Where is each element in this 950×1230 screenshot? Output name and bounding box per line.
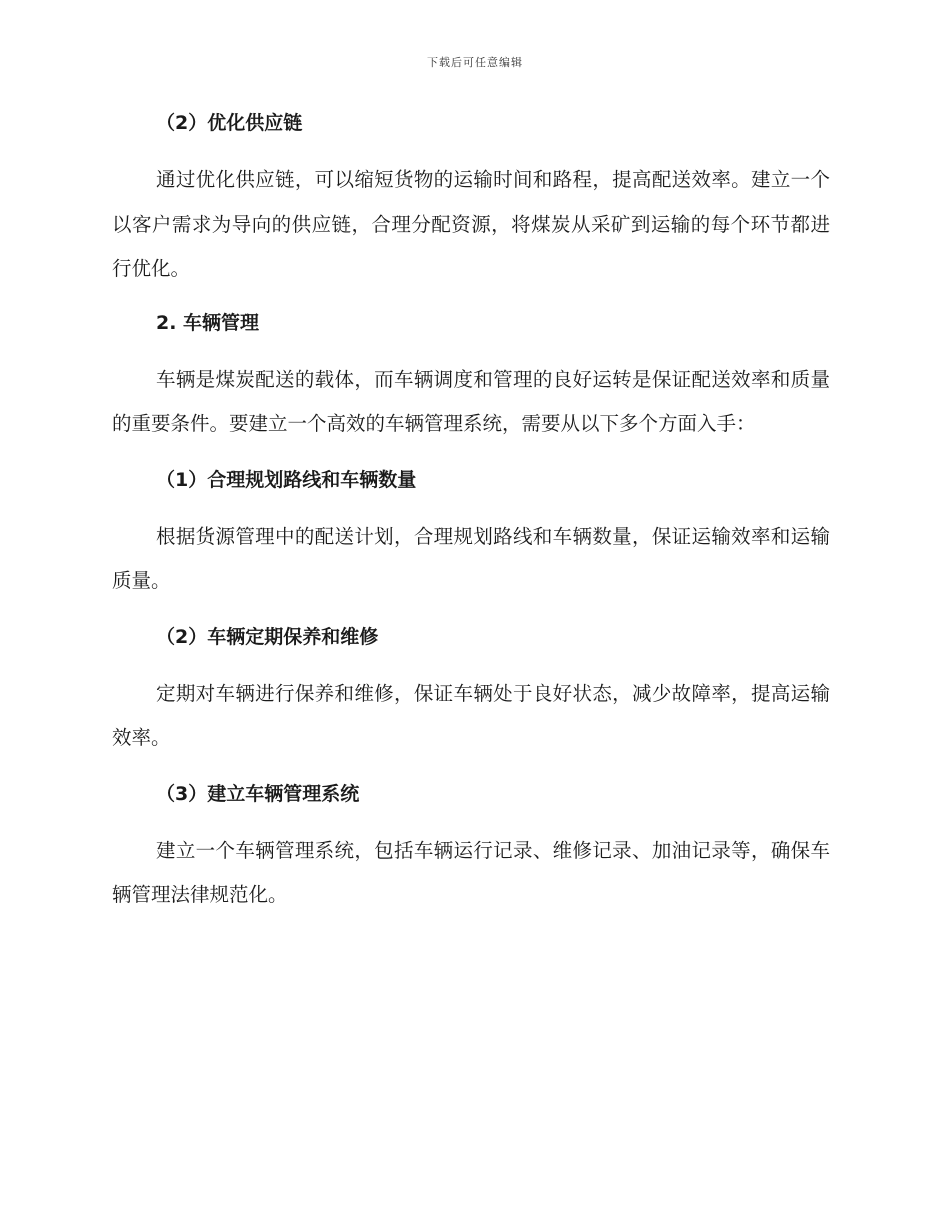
section-heading-maintenance: （2）车辆定期保养和维修 (156, 625, 379, 648)
paragraph-management-system: 建立一个车辆管理系统，包括车辆运行记录、维修记录、加油记录等，确保车辆管理法律规范化。 (112, 838, 830, 906)
document-body (112, 110, 830, 918)
section-heading-vehicle-management: 2. 车辆管理 (156, 311, 260, 334)
page-header-note: 下载后可任意编辑 (427, 56, 523, 69)
section-heading-optimize-supply-chain: （2）优化供应链 (156, 112, 303, 134)
paragraph-route-planning: 根据货源管理中的配送计划，合理规划路线和车辆数量，保证运输效率和运输质量。 (112, 524, 830, 592)
paragraph-supply-chain: 通过优化供应链，可以缩短货物的运输时间和路程，提高配送效率。建立一个以客户需求为导向的供应链，合理分配资源，将煤炭从采矿到运输的每个环节都进行优化。 (112, 168, 830, 280)
paragraph-vehicle-management: 车辆是煤炭配送的载体，而车辆调度和管理的良好运转是保证配送效率和质量的重要条件。要建立一个高效的车辆管理系统，需要从以下多个方面入手： (112, 367, 830, 435)
paragraph-maintenance: 定期对车辆进行保养和维修，保证车辆处于良好状态，减少故障率，提高运输效率。 (112, 681, 830, 749)
section-heading-route-planning: （1）合理规划路线和车辆数量 (156, 468, 417, 491)
section-heading-management-system: （3）建立车辆管理系统 (156, 782, 360, 805)
